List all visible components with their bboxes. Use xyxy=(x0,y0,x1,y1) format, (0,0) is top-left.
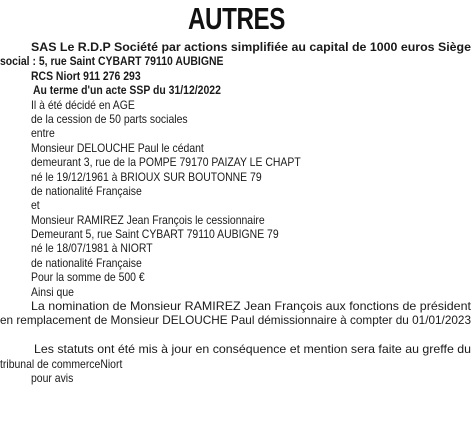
tribunal-line xyxy=(0,358,473,372)
company-address-text: social : 5, rue Saint CYBART 79110 AUBIGNE xyxy=(0,55,224,69)
rcs-line xyxy=(0,70,473,84)
decision-text: Il à été décidé en AGE xyxy=(31,98,135,112)
appointment-text: La nomination de Monsieur RAMIREZ Jean François aux fonctions de président xyxy=(31,300,471,314)
between-text: entre xyxy=(31,127,55,141)
notice-closing-line xyxy=(0,372,473,386)
assignee-birth-line xyxy=(0,242,473,256)
section-title: AUTRES xyxy=(187,1,286,36)
and-text: et xyxy=(31,199,40,213)
assignee-address-text: Demeurant 5, rue Saint CYBART 79110 AUBIGNE 79 xyxy=(31,228,279,242)
assignee-address-line xyxy=(0,228,473,242)
assignee-birth-text: né le 18/07/1981 à NIORT xyxy=(31,242,153,256)
transfer-text: de la cession de 50 parts sociales xyxy=(31,112,188,126)
tribunal-text: tribunal de commerceNiort xyxy=(0,357,123,371)
assignor-address-text: demeurant 3, rue de la POMPE 79170 PAIZAY LE CHAPT xyxy=(31,156,301,170)
company-address-line xyxy=(0,55,473,69)
assignor-nationality-line xyxy=(0,185,473,199)
and-line xyxy=(0,199,473,213)
assignor-birth-line xyxy=(0,171,473,185)
statutes-line xyxy=(0,343,473,357)
transfer-line xyxy=(0,113,473,127)
assignor-birth-text: né le 19/12/1961 à BRIOUX SUR BOUTONNE 79 xyxy=(31,170,262,184)
company-header-line xyxy=(0,41,473,55)
assignee-name-text: Monsieur RAMIREZ Jean François le cessionnaire xyxy=(31,213,265,227)
rcs-text: RCS Niort 911 276 293 xyxy=(31,69,141,83)
assignee-nationality-line xyxy=(0,257,473,271)
between-line xyxy=(0,127,473,141)
assignor-name-line xyxy=(0,142,473,156)
assignor-address-line xyxy=(0,156,473,170)
decision-line xyxy=(0,99,473,113)
assignor-nationality-text: de nationalité Française xyxy=(31,184,142,198)
assignee-name-line xyxy=(0,214,473,228)
company-header-text: SAS Le R.D.P Société par actions simplifiée au capital de 1000 euros Siège xyxy=(31,41,471,54)
notice-closing-text: pour avis xyxy=(31,371,74,385)
replacement-line xyxy=(0,314,473,328)
paragraph-gap xyxy=(0,329,473,343)
price-text: Pour la somme de 500 € xyxy=(31,271,145,285)
appointment-line xyxy=(0,300,473,314)
statutes-text: Les statuts ont été mis à jour en conséquence et mention sera faite au greffe du xyxy=(34,343,472,357)
assignor-name-text: Monsieur DELOUCHE Paul le cédant xyxy=(31,141,204,155)
deed-line xyxy=(0,84,473,98)
assignee-nationality-text: de nationalité Française xyxy=(31,256,142,270)
also-line xyxy=(0,286,473,300)
replacement-text: en remplacement de Monsieur DELOUCHE Paul démissionnaire à compter du 01/01/2023 xyxy=(0,314,472,328)
deed-text: Au terme d'un acte SSP du 31/12/2022 xyxy=(33,84,221,98)
price-line xyxy=(0,271,473,285)
notice-body xyxy=(0,41,473,386)
also-text: Ainsi que xyxy=(31,285,74,299)
